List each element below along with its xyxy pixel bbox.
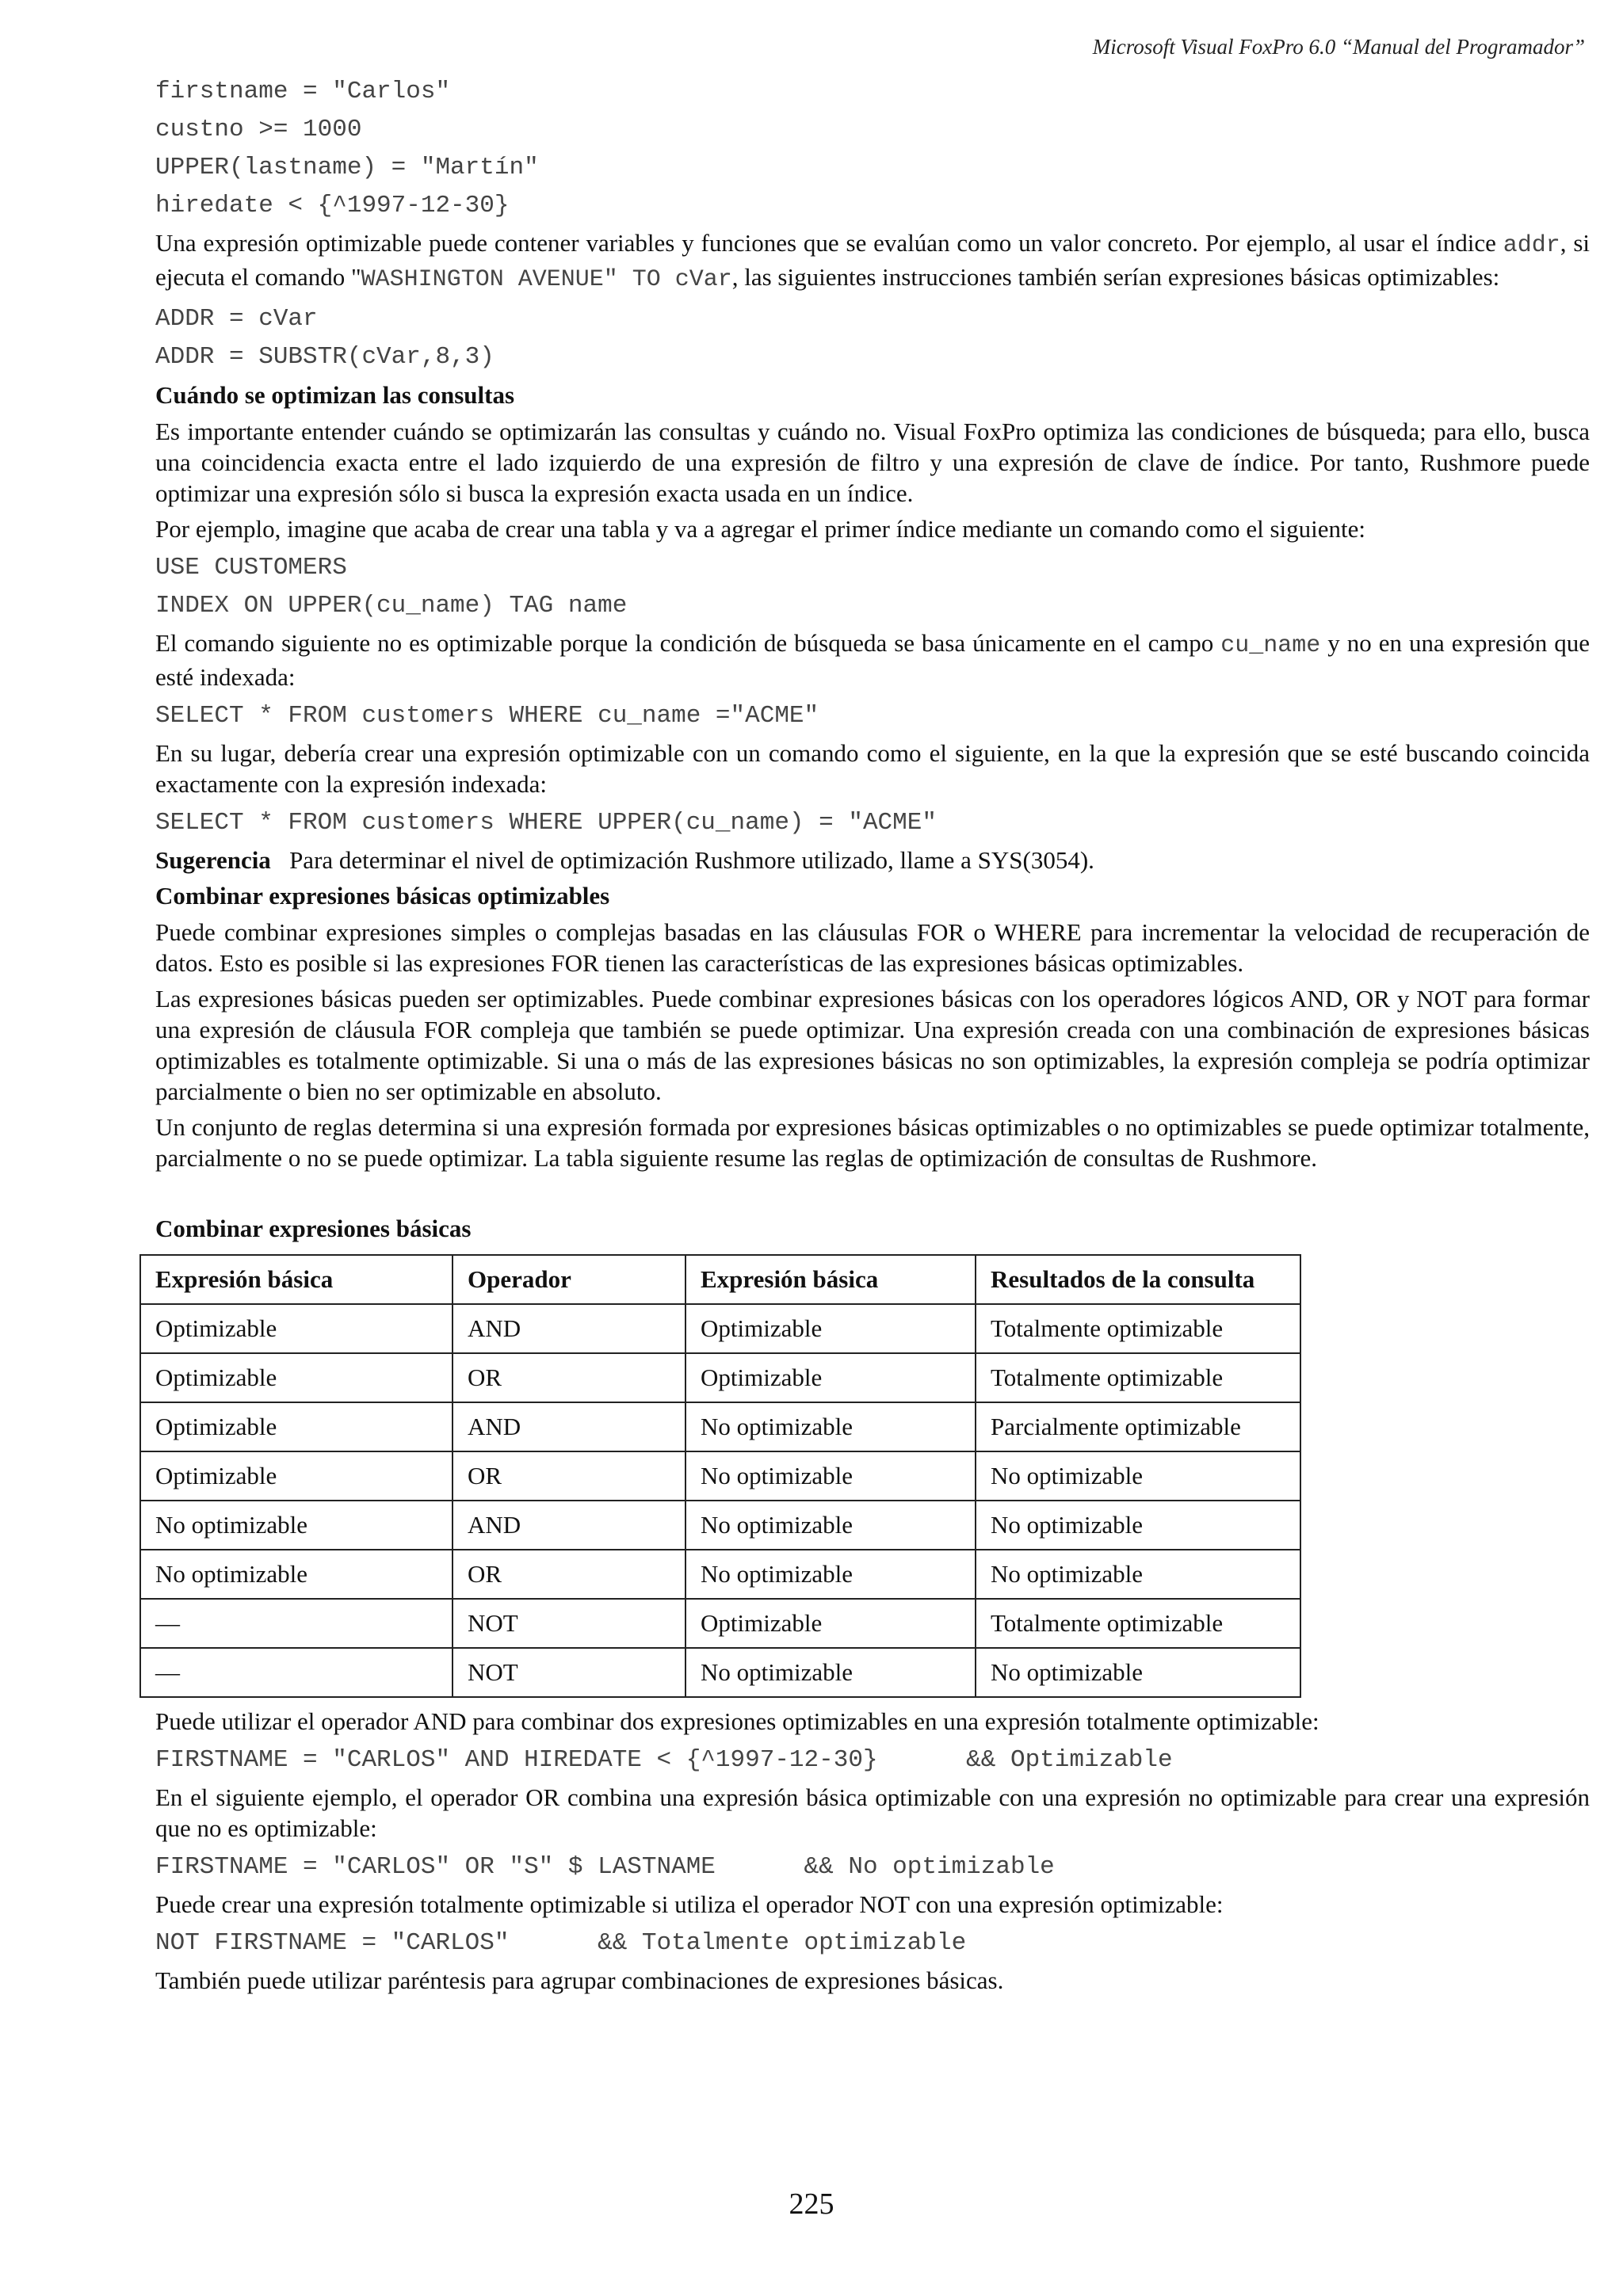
table-row — [140, 1599, 1300, 1648]
paragraph: Puede utilizar el operador AND para combinar dos expresiones optimizables en una expresión totalmente optimizable: — [155, 1707, 1319, 1735]
table-cell: Totalmente optimizable — [976, 1599, 1300, 1648]
table-cell: Optimizable — [140, 1353, 453, 1402]
running-header: Microsoft Visual FoxPro 6.0 “Manual del Programador” — [1092, 35, 1585, 59]
column-header: Operador — [453, 1255, 685, 1304]
table-cell: No optimizable — [685, 1451, 976, 1501]
section-heading: Cuándo se optimizan las consultas — [155, 381, 515, 409]
table-cell: AND — [453, 1501, 685, 1550]
table-cell: NOT — [453, 1648, 685, 1697]
table-cell: — — [140, 1599, 453, 1648]
code-block-examples — [155, 73, 1590, 225]
code-line: firstname = "Carlos" — [155, 78, 451, 105]
table-cell: Totalmente optimizable — [976, 1353, 1300, 1402]
table-cell: No optimizable — [976, 1501, 1300, 1550]
table-row — [140, 1550, 1300, 1599]
inline-code: cu_name — [1220, 632, 1321, 659]
column-header: Resultados de la consulta — [976, 1255, 1300, 1304]
table-row — [140, 1648, 1300, 1697]
table-cell: Optimizable — [685, 1599, 976, 1648]
code-block-not — [155, 1924, 1590, 1962]
paragraph: Un conjunto de reglas determina si una expresión formada por expresiones básicas optimizables o no optimizables se puede optimizar totalmente, parcialmente o no se puede optimizar. La tabla siguiente resume las reglas de optimización de consultas de Rushmore. — [155, 1113, 1590, 1172]
column-header: Expresión básica — [140, 1255, 453, 1304]
table-row — [140, 1501, 1300, 1550]
paragraph: También puede utilizar paréntesis para agrupar combinaciones de expresiones básicas. — [155, 1966, 1004, 1994]
code-line: USE CUSTOMERS — [155, 554, 347, 582]
table-row — [140, 1402, 1300, 1451]
table-cell: OR — [453, 1550, 685, 1599]
table-cell: No optimizable — [140, 1550, 453, 1599]
page-content — [155, 73, 1590, 2000]
code-line: UPPER(lastname) = "Martín" — [155, 154, 539, 181]
code-line: SELECT * FROM customers WHERE cu_name ="ACME" — [155, 702, 819, 730]
code-block-addr — [155, 300, 1590, 376]
optimization-rules-table — [139, 1254, 1301, 1698]
column-header: Expresión básica — [685, 1255, 976, 1304]
code-line: SELECT * FROM customers WHERE UPPER(cu_name) = "ACME" — [155, 809, 937, 837]
table-cell: Optimizable — [140, 1304, 453, 1353]
tip-label: Sugerencia — [155, 846, 271, 874]
table-row — [140, 1451, 1300, 1501]
table-cell: Optimizable — [140, 1402, 453, 1451]
paragraph: Las expresiones básicas pueden ser optimizables. Puede combinar expresiones básicas con los operadores lógicos AND, OR y NOT para formar una expresión de cláusula FOR compleja que también se puede optimizar. Una expresión creada con una combinación de expresiones básicas optimizables es totalmente optimizable. Si una o más de las expresiones básicas no son optimizables, la expresión compleja se podría optimizar parcialmente o bien no ser optimizable en absoluto. — [155, 985, 1590, 1105]
table-cell: No optimizable — [685, 1648, 976, 1697]
table-cell: Totalmente optimizable — [976, 1304, 1300, 1353]
paragraph: El comando siguiente no es optimizable porque la condición de búsqueda se basa únicamente en el campo cu_name y no en una expresión que esté indexada: — [155, 629, 1590, 691]
code-line: custno >= 1000 — [155, 116, 362, 143]
section-heading: Combinar expresiones básicas optimizables — [155, 882, 610, 910]
page-number: 225 — [789, 2187, 834, 2221]
code-line: FIRSTNAME = "CARLOS" OR "S" $ LASTNAME && No optimizable — [155, 1853, 1055, 1881]
code-line: ADDR = cVar — [155, 305, 318, 333]
table-cell: OR — [453, 1353, 685, 1402]
table-row — [140, 1353, 1300, 1402]
table-cell: No optimizable — [976, 1550, 1300, 1599]
table-cell: Optimizable — [685, 1304, 976, 1353]
inline-code: WASHINGTON AVENUE" TO cVar — [361, 266, 732, 293]
paragraph: Puede combinar expresiones simples o complejas basadas en las cláusulas FOR o WHERE para incrementar la velocidad de recuperación de datos. Esto es posible si las expresiones FOR tienen las características de las expresiones básicas optimizables. — [155, 918, 1590, 977]
table-cell: Optimizable — [685, 1353, 976, 1402]
code-block-select — [155, 697, 1590, 735]
code-line: ADDR = SUBSTR(cVar,8,3) — [155, 343, 495, 371]
code-line: INDEX ON UPPER(cu_name) TAG name — [155, 592, 628, 620]
table-cell: — — [140, 1648, 453, 1697]
table-cell: AND — [453, 1304, 685, 1353]
tip-note — [155, 845, 1590, 875]
tip-text: Para determinar el nivel de optimización Rushmore utilizado, llame a SYS(3054). — [289, 846, 1094, 874]
code-block-and — [155, 1741, 1590, 1779]
table-cell: No optimizable — [976, 1648, 1300, 1697]
table-cell: AND — [453, 1402, 685, 1451]
table-header-row — [140, 1255, 1300, 1304]
code-block-select-upper — [155, 804, 1590, 842]
code-line: NOT FIRSTNAME = "CARLOS" && Totalmente optimizable — [155, 1929, 967, 1957]
code-line: hiredate < {^1997-12-30} — [155, 192, 510, 219]
table-cell: No optimizable — [140, 1501, 453, 1550]
table-cell: Optimizable — [140, 1451, 453, 1501]
table-cell: NOT — [453, 1599, 685, 1648]
inline-code: addr — [1503, 232, 1560, 259]
paragraph: En el siguiente ejemplo, el operador OR combina una expresión básica optimizable con una expresión no optimizable para crear una expresión que no es optimizable: — [155, 1783, 1590, 1842]
table-cell: No optimizable — [685, 1501, 976, 1550]
table-cell: No optimizable — [685, 1402, 976, 1451]
table-cell: No optimizable — [976, 1451, 1300, 1501]
code-block-index — [155, 549, 1590, 625]
table-row — [140, 1304, 1300, 1353]
paragraph: Por ejemplo, imagine que acaba de crear una tabla y va a agregar el primer índice mediante un comando como el siguiente: — [155, 515, 1365, 543]
table-cell: Parcialmente optimizable — [976, 1402, 1300, 1451]
paragraph: Puede crear una expresión totalmente optimizable si utiliza el operador NOT con una expresión optimizable: — [155, 1890, 1224, 1918]
paragraph-optimizable-expression: Una expresión optimizable puede contener variables y funciones que se evalúan como un valor concreto. Por ejemplo, al usar el índice addr, si ejecuta el comando "WASHINGTON AVENUE" TO cVar, las siguientes instrucciones también serían expresiones básicas optimizables: — [155, 229, 1590, 293]
code-line: FIRSTNAME = "CARLOS" AND HIREDATE < {^1997-12-30} && Optimizable — [155, 1746, 1173, 1774]
paragraph: En su lugar, debería crear una expresión optimizable con un comando como el siguiente, en la que la expresión que se esté buscando coincida exactamente con la expresión indexada: — [155, 739, 1590, 798]
table-cell: OR — [453, 1451, 685, 1501]
table-caption: Combinar expresiones básicas — [155, 1215, 472, 1242]
table-cell: No optimizable — [685, 1550, 976, 1599]
paragraph: Es importante entender cuándo se optimizarán las consultas y cuándo no. Visual FoxPro optimiza las condiciones de búsqueda; para ello, busca una coincidencia exacta entre el lado izquierdo de una expresión de filtro y una expresión de clave de índice. Por tanto, Rushmore puede optimizar una expresión sólo si busca la expresión exacta usada en un índice. — [155, 418, 1590, 507]
code-block-or — [155, 1848, 1590, 1886]
